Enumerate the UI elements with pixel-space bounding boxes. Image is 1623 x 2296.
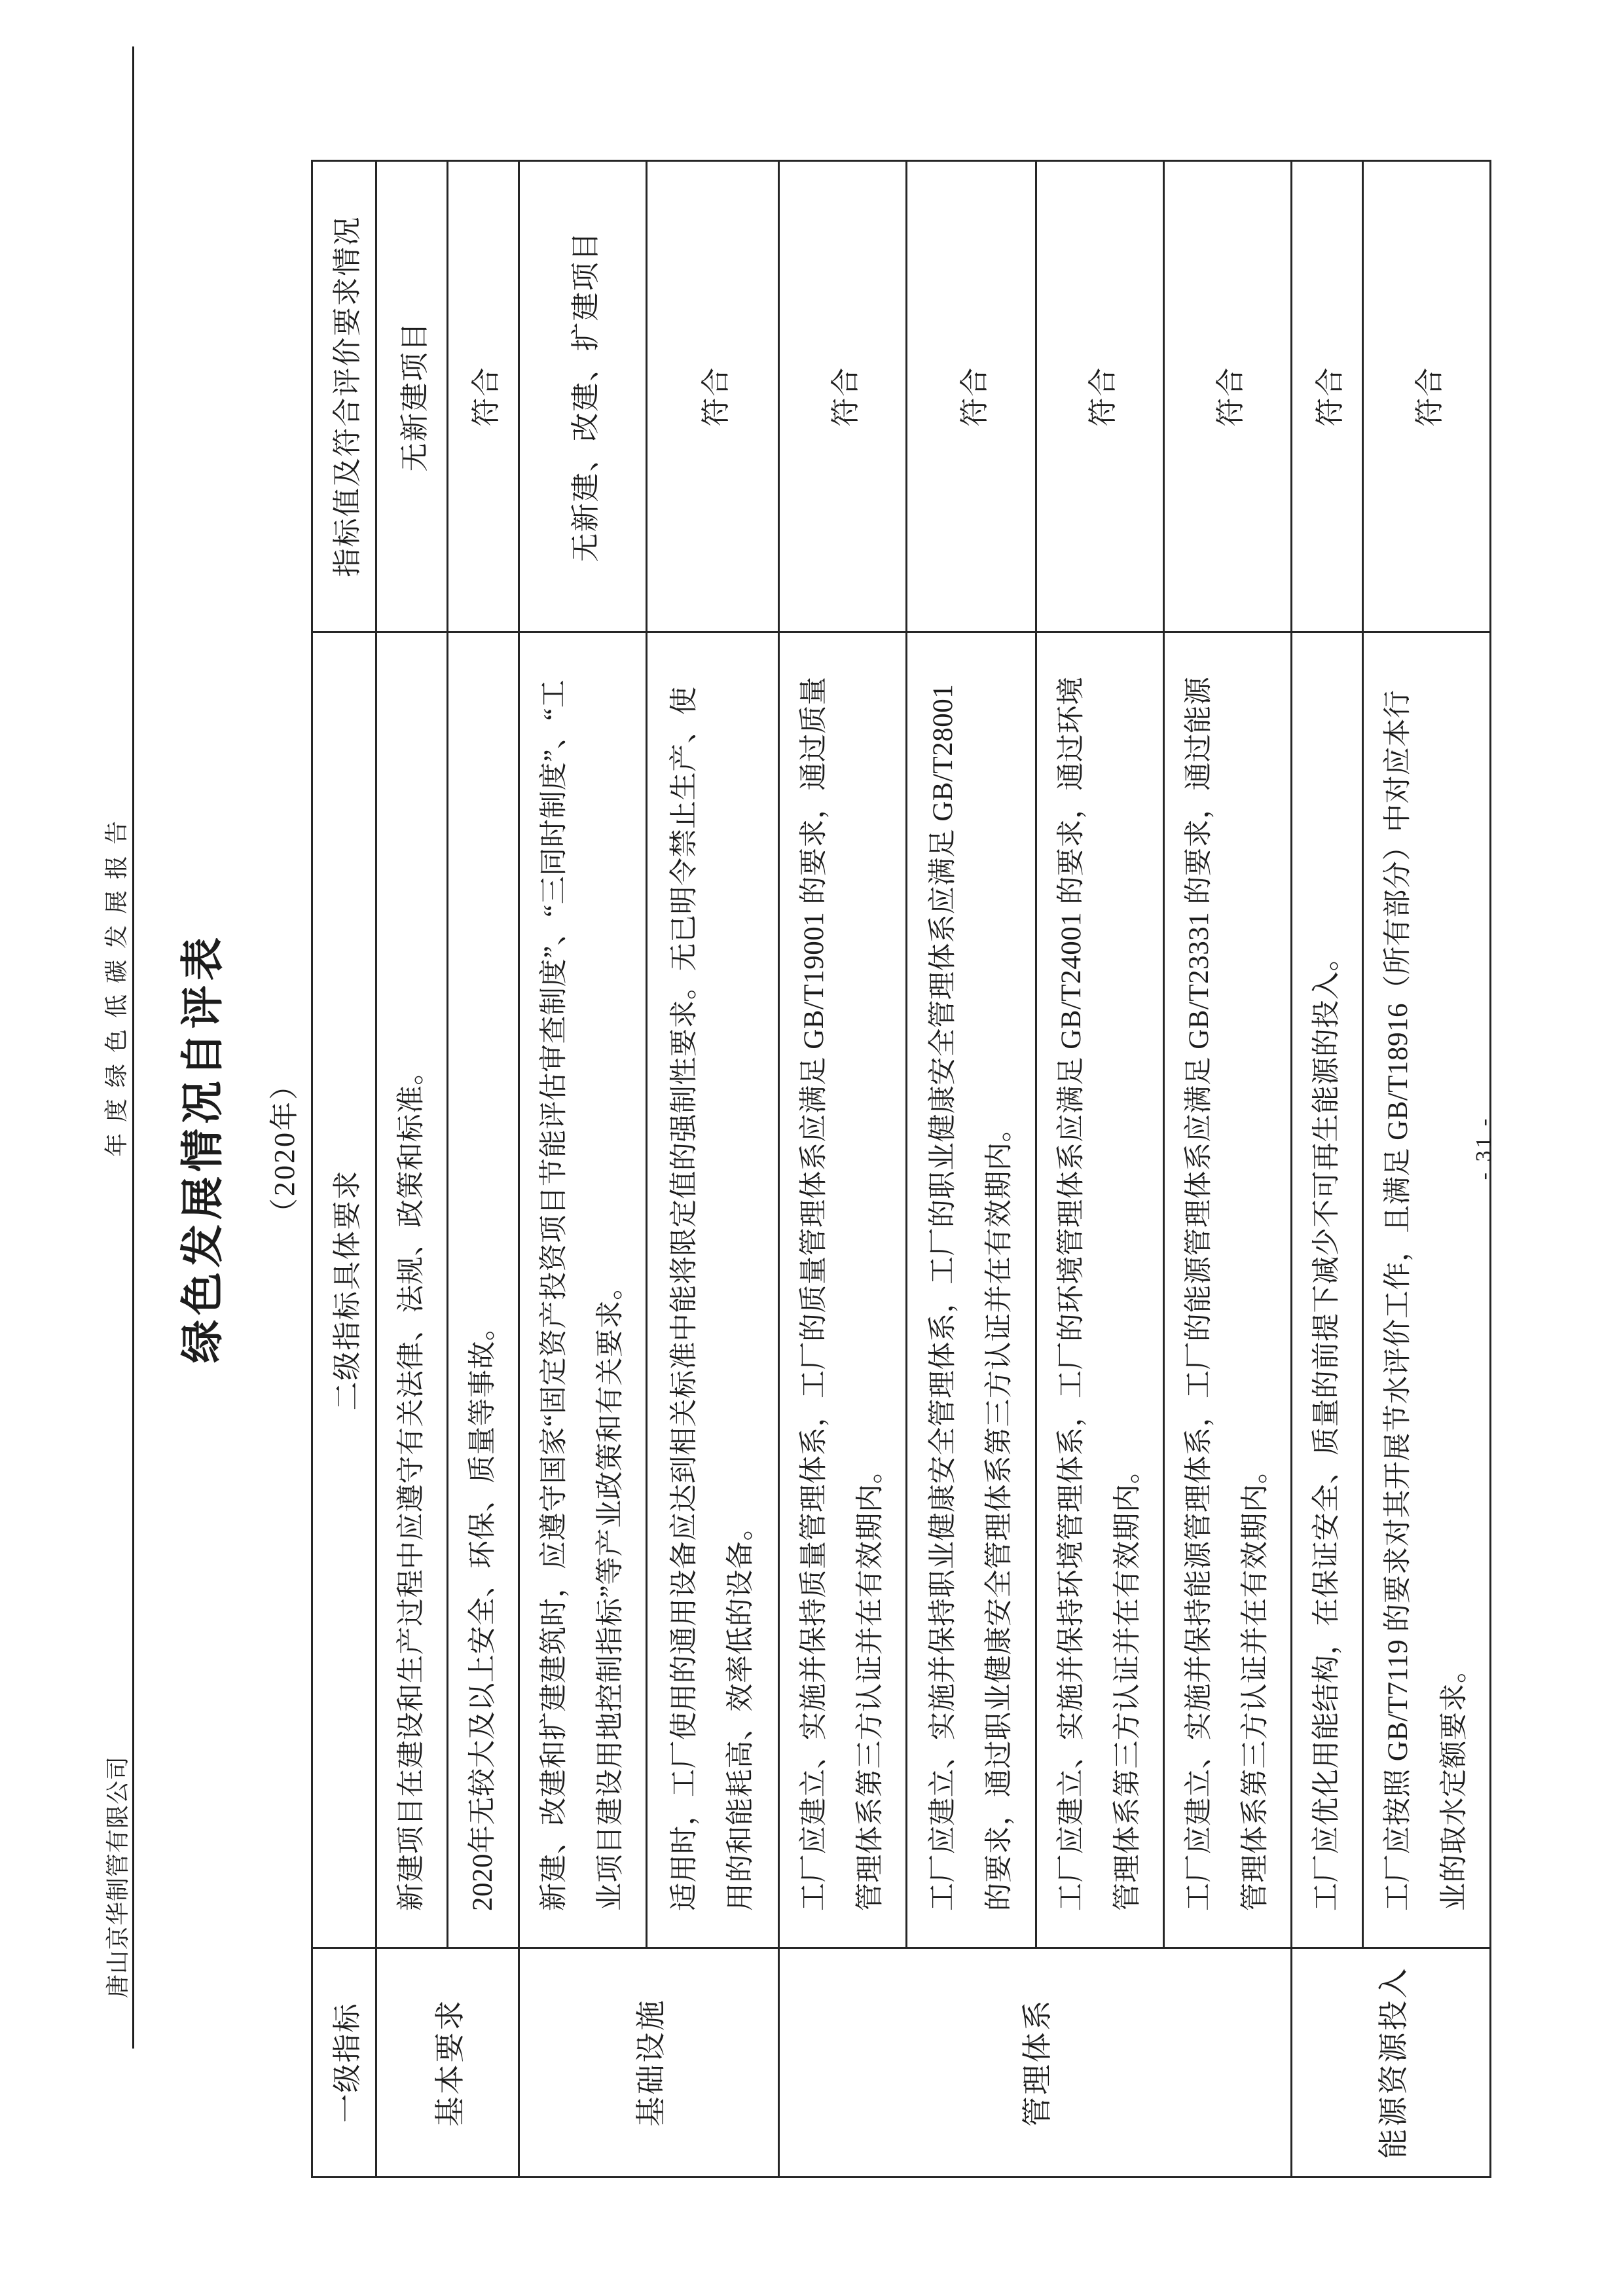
level1-indicator-cell: 基本要求 [376, 1948, 519, 2178]
level2-requirement-cell: 工厂应按照 GB/T7119 的要求对其开展节水评价工作，且满足 GB/T18916（所有部分）中对应本行业的取水定额要求。 [1363, 632, 1491, 1948]
column-header-result: 指标值及符合评价要求情况 [312, 161, 376, 632]
header-report-title: 年度绿色低碳发展报告 [103, 809, 130, 1157]
evaluation-result-cell: 符合 [448, 161, 519, 632]
page-number: - 31 - [1472, 1116, 1496, 1180]
header-company-name: 唐山京华制管有限公司 [105, 1755, 131, 1998]
level2-requirement-cell: 新建项目在建设和生产过程中应遵守有关法律、法规、政策和标准。 [376, 632, 448, 1948]
evaluation-result-cell: 符合 [1036, 161, 1164, 632]
table-row [1292, 161, 1363, 2178]
table-row [1164, 161, 1292, 2178]
evaluation-result-cell: 符合 [1164, 161, 1292, 632]
column-header-level2: 二级指标具体要求 [312, 632, 376, 1948]
level1-indicator-cell: 基础设施 [519, 1948, 779, 2178]
table-row [519, 161, 647, 2178]
evaluation-result-cell: 无新建项目 [376, 161, 448, 632]
page-subtitle: （2020年） [268, 1069, 301, 1227]
self-evaluation-table-wrapper [311, 160, 1491, 2178]
evaluation-result-cell: 符合 [1292, 161, 1363, 632]
table-row [907, 161, 1036, 2178]
evaluation-result-cell: 无新建、改建、扩建项目 [519, 161, 647, 632]
level2-requirement-cell: 工厂应建立、实施并保持环境管理体系，工厂的环境管理体系应满足 GB/T24001 的要求，通过环境管理体系第三方认证并在有效期内。 [1036, 632, 1164, 1948]
level2-requirement-cell: 工厂应建立、实施并保持质量管理体系，工厂的质量管理体系应满足 GB/T19001 的要求，通过质量管理体系第三方认证并在有效期内。 [779, 632, 907, 1948]
level2-requirement-cell: 工厂应建立、实施并保持职业健康安全管理体系，工厂的职业健康安全管理体系应满足 GB/T28001 的要求，通过职业健康安全管理体系第三方认证并在有效期内。 [907, 632, 1036, 1948]
self-evaluation-table [311, 160, 1491, 2178]
page-title: 绿色发展情况自评表 [178, 933, 227, 1363]
table-row [376, 161, 448, 2178]
table-header-row [312, 161, 376, 2178]
table-row [647, 161, 779, 2178]
level2-requirement-cell: 适用时，工厂使用的通用设备应达到相关标准中能将限定值的强制性要求。无已明令禁止生产、使用的和能耗高、效率低的设备。 [647, 632, 779, 1948]
level2-requirement-cell: 新建、改建和扩建建筑时，应遵守国家“固定资产投资项目节能评估审查制度”、“三同时制度”、“工业项目建设用地控制指标”等产业政策和有关要求。 [519, 632, 647, 1948]
level2-requirement-cell: 工厂应优化用能结构，在保证安全、质量的前提下减少不可再生能源的投入。 [1292, 632, 1363, 1948]
evaluation-result-cell: 符合 [907, 161, 1036, 632]
table-row [448, 161, 519, 2178]
evaluation-result-cell: 符合 [1363, 161, 1491, 632]
level1-indicator-cell: 能源资源投入 [1292, 1948, 1491, 2178]
level2-requirement-cell: 工厂应建立、实施并保持能源管理体系，工厂的能源管理体系应满足 GB/T23331 的要求，通过能源管理体系第三方认证并在有效期内。 [1164, 632, 1292, 1948]
level2-requirement-cell: 2020年无较大及以上安全、环保、质量等事故。 [448, 632, 519, 1948]
header-rule-line [132, 46, 134, 2049]
table-row [1036, 161, 1164, 2178]
table-row [779, 161, 907, 2178]
evaluation-result-cell: 符合 [779, 161, 907, 632]
evaluation-result-cell: 符合 [647, 161, 779, 632]
column-header-level1: 一级指标 [312, 1948, 376, 2178]
level1-indicator-cell: 管理体系 [779, 1948, 1292, 2178]
